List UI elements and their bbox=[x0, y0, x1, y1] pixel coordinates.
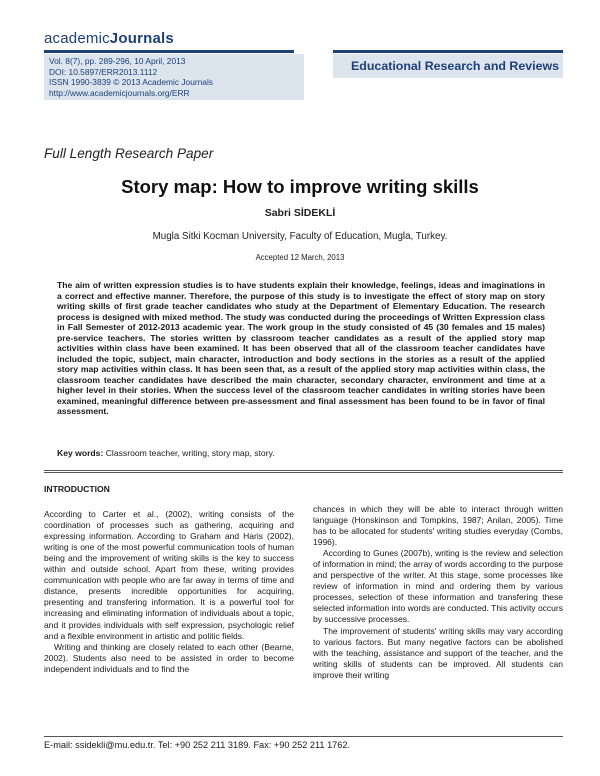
body-paragraph: According to Carter et al., (2002), writing consists of the coordination of processes such as gathering, acquiring and expressing information. According to Graham and Haris (2002), writing is one of the most powerful communication tools of human being and the improvement of writing skills is the key to success within and outside school. Apart from these, writing provides communication with people who are far away in terms of time and distance, presents incredible opportunities for acquiring, presenting and transfering information. It is a powerful tool for increasing and eliminating information of individuals about a topic, and it provides individuals with self expression, psychologic relief and a flexible environment in artistic and politic fields. bbox=[44, 509, 294, 641]
doi-line: DOI: 10.5897/ERR2013.1112 bbox=[49, 66, 158, 77]
journal-title: Educational Research and Reviews bbox=[351, 59, 559, 73]
body-paragraph: Writing and thinking are closely related to each other (Bearne, 2002). Students also need to be assisted in order to become independent individuals and to find the bbox=[44, 641, 294, 674]
journal-title-box bbox=[333, 54, 563, 78]
journal-brand bbox=[44, 30, 174, 47]
paper-title: Story map: How to improve writing skills bbox=[121, 176, 479, 197]
issn-line: ISSN 1990-3839 © 2013 Academic Journals bbox=[49, 77, 213, 87]
author-name: Sabri SİDEKLİ bbox=[264, 207, 336, 219]
section-divider-top bbox=[44, 470, 563, 471]
keywords-label: Key words: bbox=[57, 448, 104, 458]
header-rule-left bbox=[44, 50, 294, 53]
body-column-left bbox=[44, 484, 294, 675]
journal-brand-regular: academic bbox=[44, 30, 110, 47]
header-rule-right bbox=[333, 50, 563, 53]
volume-line: Vol. 8(7), pp. 289-296, 10 April, 2013 bbox=[49, 56, 186, 66]
body-paragraph: chances in which they will be able to interact through written language (Honskinson and Tompkins, 1987; Anilan, 2005). Time has to be allocated for students' writing studies everyday (Combs, 1996). bbox=[313, 504, 563, 548]
abstract: The aim of written expression studies is to have students explain their knowledge, feelings, ideas and imaginations in a correct and effective manner. Therefore, the purpose of this study is to investigate the effect of story map on story writing skills of first grade teacher candidates who study at the Department of Elementary Education. The research process is designed with mixed method. The study was conducted during the proceedings of Written Expression class in Fall Semester of 2012-2013 academic year. The work group in the study consisted of 45 (30 females and 15 males) pre-service teachers. The stories written by classroom teacher candidates as a result of the applied story map activities within class have been examined. It has been observed that all of the classroom teacher candidates have included the topic, subject, main character, introduction and body sections in the stories as a result of the applied story map activities within class. It has been seen that, as a result of the applied story map activities within class, the classroom teacher candidates have described the main character, secondary character, environment and time at a higher level in their stories. When the success level of the classroom teacher candidates in writing stories have been examined, meaningful difference between pre-assessment and final assessment has been found to be in favor of final assessment. bbox=[57, 280, 545, 416]
journal-url-link[interactable]: http://www.academicjournals.org/ERR bbox=[49, 87, 190, 98]
body-paragraph: According to Gunes (2007b), writing is the review and selection of information in mind; the array of words according to the purpose and perspective of the writer. At this stage, some processes like review of information in mind and ordering them by various processes, selection of these information and transfering these selected information into words are conducted. This activity occurs by successive processes. bbox=[313, 548, 563, 625]
keywords-text: Classroom teacher, writing, story map, story. bbox=[105, 448, 275, 458]
author-affiliation: Mugla Sitki Kocman University, Faculty of Education, Mugla, Turkey. bbox=[152, 231, 448, 242]
citation-box bbox=[44, 54, 304, 100]
journal-brand-bold: Journals bbox=[109, 30, 174, 47]
footer-contact: E-mail: ssidekli@mu.edu.tr. Tel: +90 252 211 3189. Fax: +90 252 211 1762. bbox=[44, 740, 351, 750]
section-divider-bottom bbox=[44, 472, 563, 473]
footer-divider bbox=[44, 736, 563, 737]
body-column-right bbox=[313, 504, 563, 681]
introduction-heading: INTRODUCTION bbox=[44, 484, 110, 494]
body-paragraph: The improvement of students' writing skills may vary according to various factors. But many negative factors can be abolished with the teaching, assistance and support of the teacher, and the writing skills of students can be improved. All students can improve their writing bbox=[313, 625, 563, 680]
paper-type: Full Length Research Paper bbox=[44, 146, 214, 161]
accepted-date: Accepted 12 March, 2013 bbox=[255, 253, 345, 262]
keywords bbox=[57, 448, 545, 459]
